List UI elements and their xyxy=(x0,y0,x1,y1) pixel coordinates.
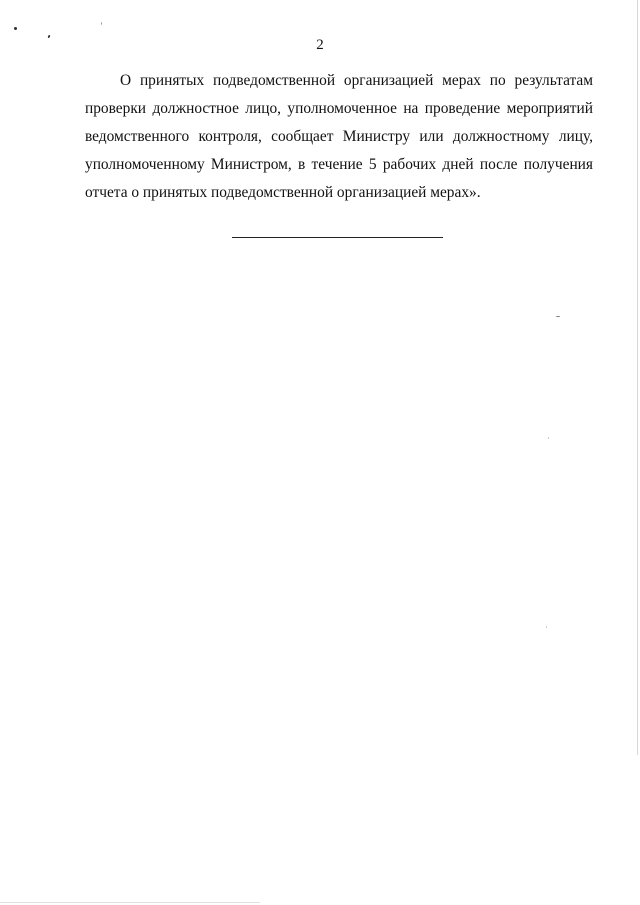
page-number: 2 xyxy=(316,37,324,53)
closing-separator-line xyxy=(232,237,443,238)
scan-edge-bottom xyxy=(0,902,260,903)
scan-speck xyxy=(548,437,549,439)
scan-speck xyxy=(101,22,102,25)
scan-speck xyxy=(14,27,17,30)
body-paragraph: О принятых подведомственной организацией мерах по результатам проверки должностное лицо, уполномоченное на проведение мероприятий ведомственного контроля, сообщает Министру или должностному лицу, уполномоченному Министром, в течение 5 рабочих дней после получения отчета о принятых подведомственной организацией мерах». xyxy=(85,72,593,201)
scan-speck xyxy=(546,626,547,628)
scan-speck xyxy=(556,316,560,317)
scan-edge-right xyxy=(637,0,638,755)
